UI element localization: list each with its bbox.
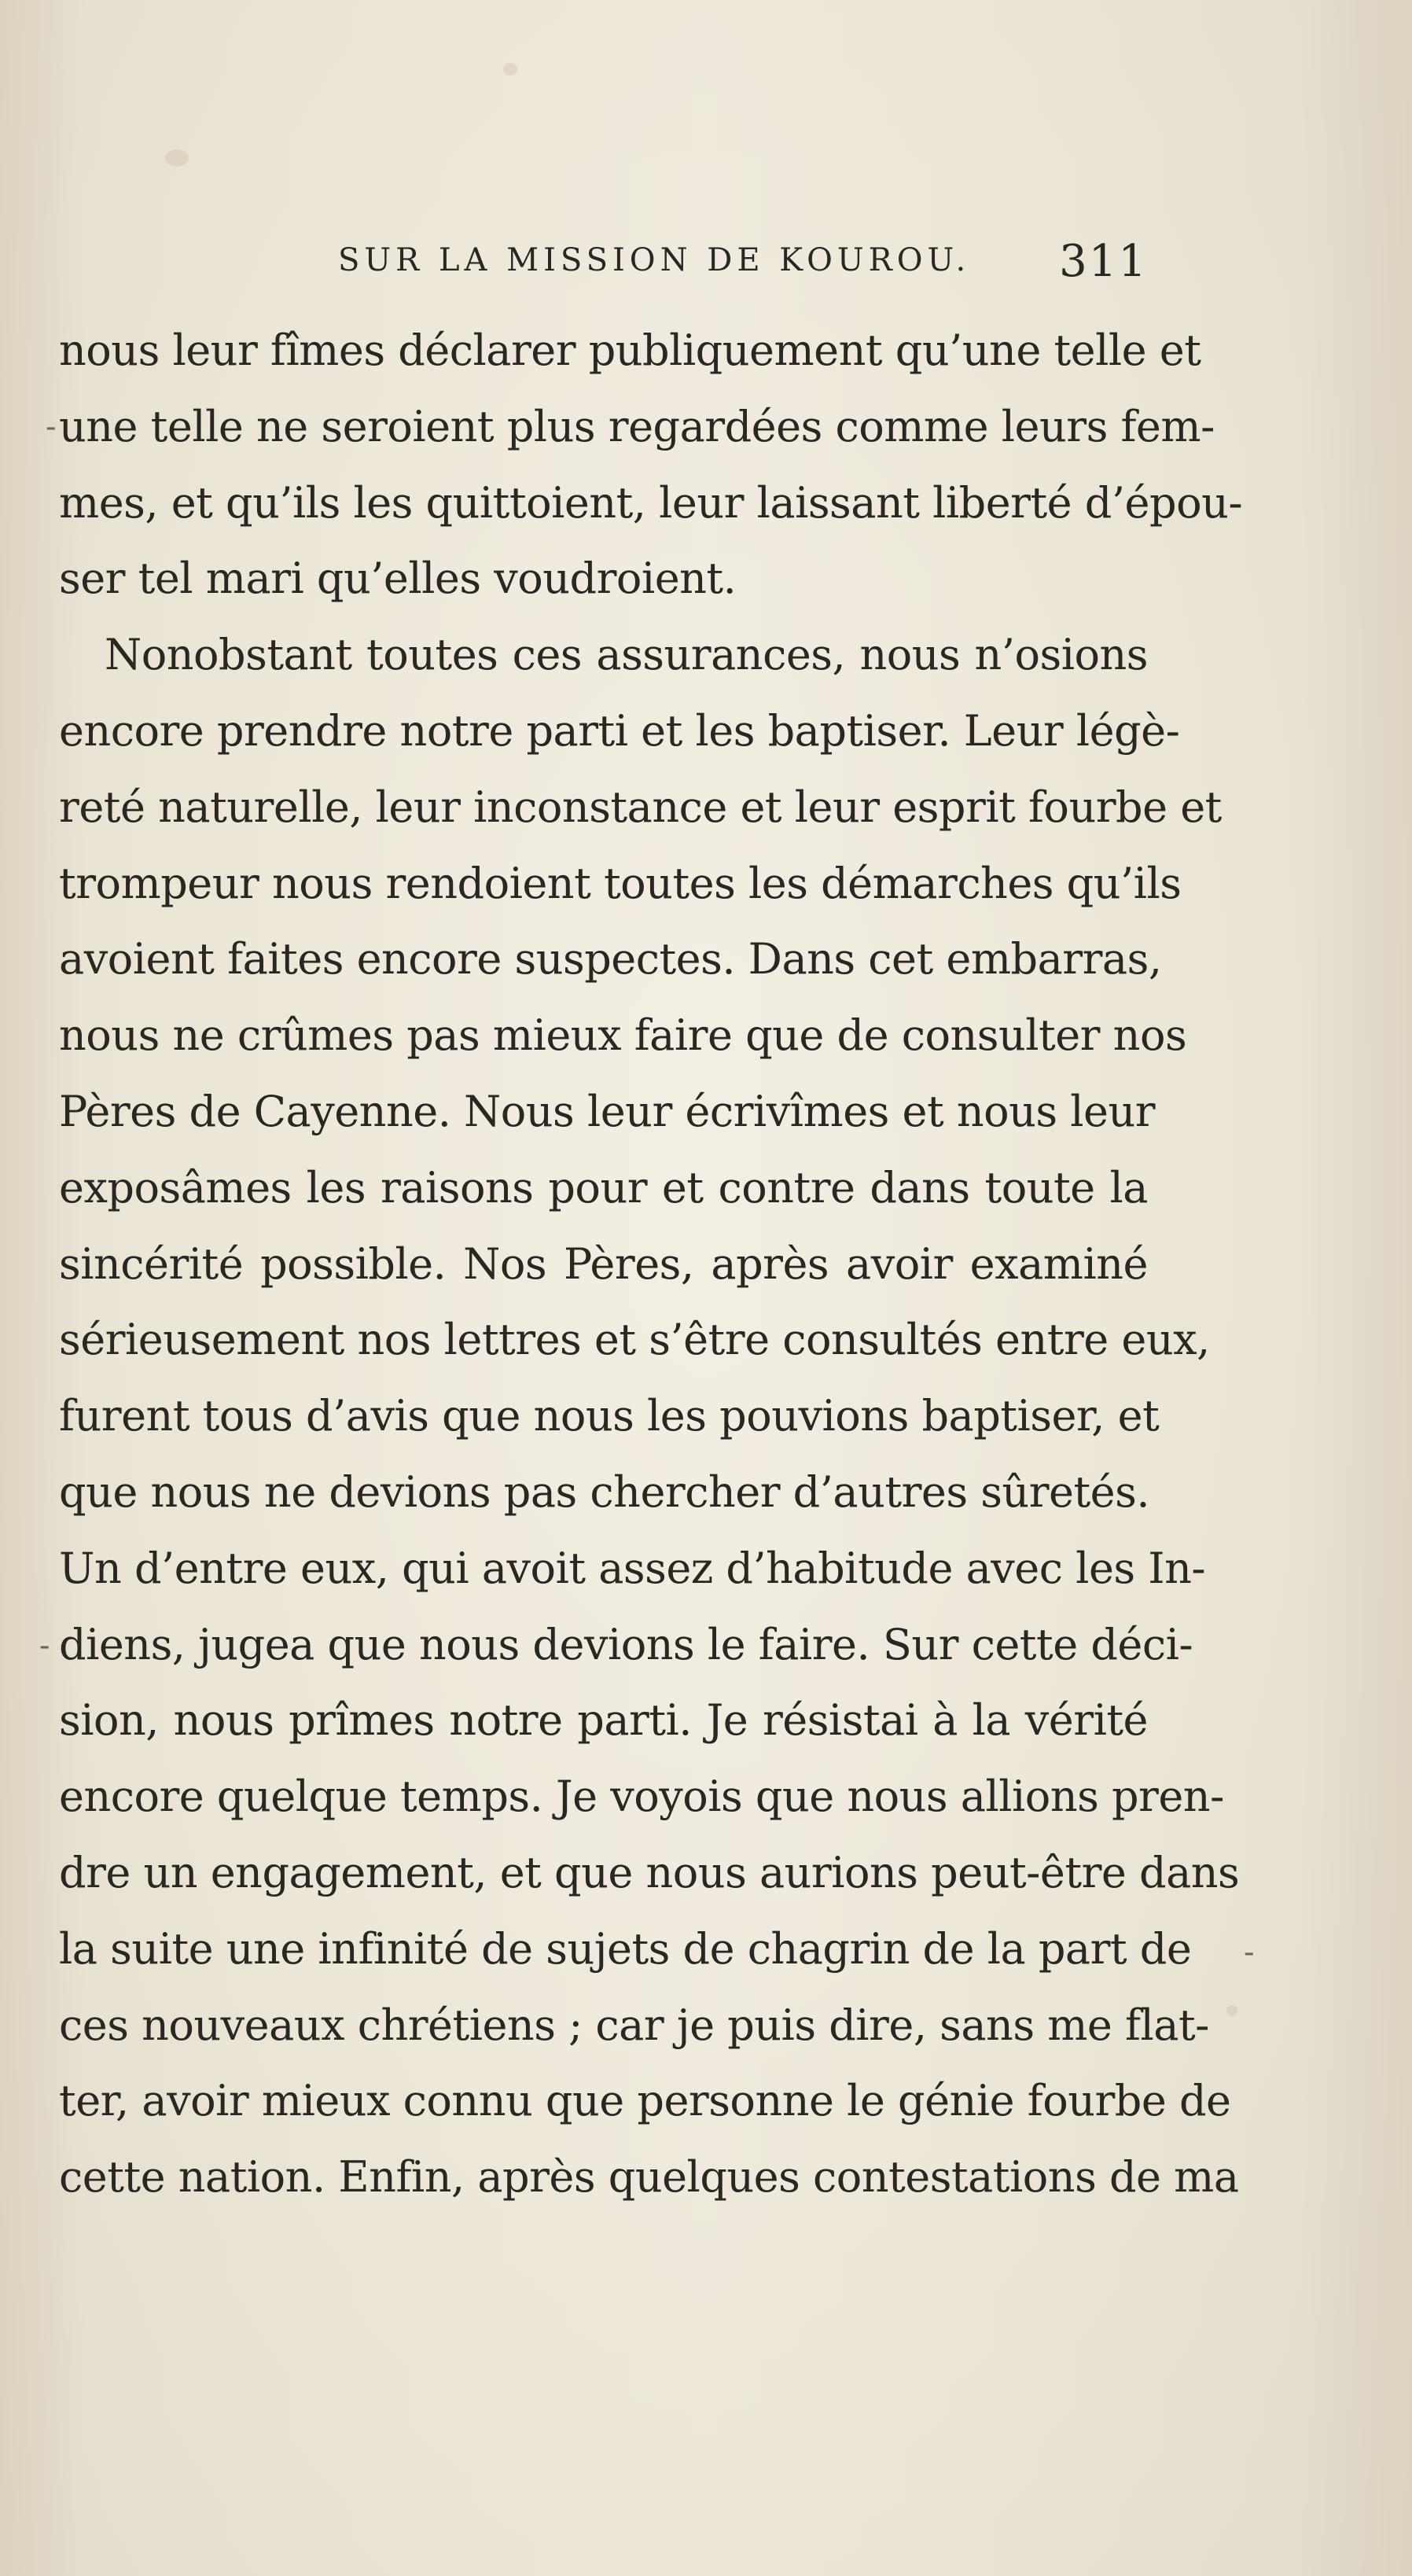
paper-stain <box>165 149 189 167</box>
text-line: Un d’entre eux, qui avoit assez d’habitude avec les In- <box>59 1543 1206 1593</box>
text-line: cette nation. Enfin, après quelques contestations de ma <box>59 2152 1239 2202</box>
text-line: mes, et qu’ils les quittoient, leur laissant liberté d’épou- <box>59 477 1243 528</box>
text-line: la suite une infinité de sujets de chagrin de la part de <box>59 1923 1192 1974</box>
text-line: reté naturelle, leur inconstance et leur esprit fourbe et <box>59 782 1222 832</box>
margin-mark: - <box>39 1628 50 1664</box>
text-line: diens, jugea que nous devions le faire. Sur cette déci- <box>59 1619 1193 1669</box>
text-line: trompeur nous rendoient toutes les démarches qu’ils <box>59 858 1182 908</box>
text-line: nous leur fîmes déclarer publiquement qu’une telle et <box>59 326 1201 375</box>
text-line: ter, avoir mieux connu que personne le génie fourbe de <box>59 2076 1231 2126</box>
margin-mark: - <box>1244 1934 1255 1971</box>
text-line: ser tel mari qu’elles voudroient. <box>59 554 737 604</box>
margin-mark: - <box>46 409 57 445</box>
page-number: 311 <box>1059 236 1148 287</box>
text-line: avoient faites encore suspectes. Dans cet embarras, <box>59 934 1162 984</box>
text-line: ces nouveaux chrétiens ; car je puis dire, sans me flat- <box>59 2000 1209 2050</box>
text-line: Pères de Cayenne. Nous leur écrivîmes et nous leur <box>59 1086 1156 1136</box>
text-line: furent tous d’avis que nous les pouvions baptiser, et <box>59 1391 1160 1441</box>
paper-stain <box>503 63 517 75</box>
page-header <box>338 236 1148 299</box>
body-text <box>59 313 1243 2216</box>
text-line: sion, nous prîmes notre parti. Je résistai à la vérité <box>59 1695 1148 1746</box>
text-line: sérieusement nos lettres et s’être consultés entre eux, <box>59 1315 1210 1365</box>
text-line: exposâmes les raisons pour et contre dans toute la <box>59 1162 1148 1213</box>
text-line: dre un engagement, et que nous aurions peut-être dans <box>59 1847 1240 1897</box>
running-title: SUR LA MISSION DE KOUROU. <box>338 242 971 278</box>
text-line: Nonobstant toutes ces assurances, nous n’osions <box>105 630 1148 680</box>
text-line: encore prendre notre parti et les baptiser. Leur légè- <box>59 705 1180 756</box>
paper-stain <box>1226 2005 1237 2016</box>
text-line: une telle ne seroient plus regardées comme leurs fem- <box>59 401 1215 451</box>
text-line: nous ne crûmes pas mieux faire que de consulter nos <box>59 1010 1187 1061</box>
text-line: que nous ne devions pas chercher d’autres sûretés. <box>59 1466 1150 1517</box>
text-line: sincérité possible. Nos Pères, après avoir examiné <box>59 1238 1148 1289</box>
text-line: encore quelque temps. Je voyois que nous allions pren- <box>59 1772 1224 1822</box>
